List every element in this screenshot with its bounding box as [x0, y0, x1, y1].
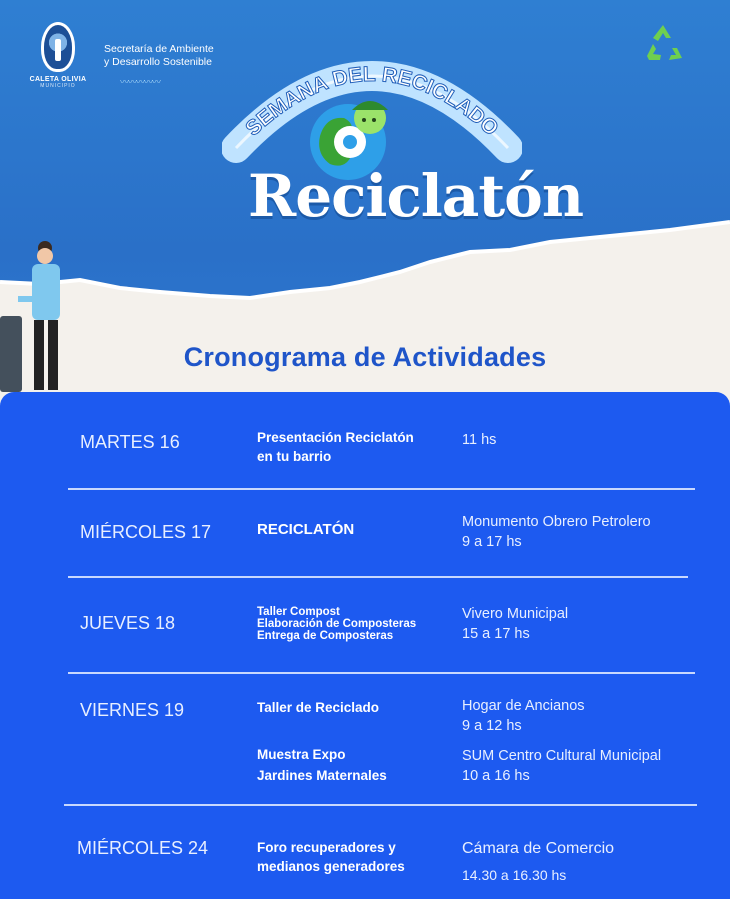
activity-title [257, 428, 414, 466]
activity-line: Jardines Maternales [257, 768, 387, 783]
place-line: 10 a 16 hs [462, 768, 530, 784]
activity-line: Taller Compost [257, 606, 340, 618]
activity-line: Entrega de Composteras [257, 630, 394, 642]
schedule-panel [0, 392, 730, 899]
place-line: 15 a 17 hs [462, 626, 530, 642]
reciclaton-title: Reciclatón [248, 162, 584, 230]
schedule-day: MARTES 16 [80, 432, 180, 452]
place-line: 9 a 12 hs [462, 718, 522, 734]
activity-line: Muestra Expo [257, 747, 346, 762]
activity-title [257, 606, 416, 642]
place-line: Vivero Municipal [462, 606, 569, 622]
municipality-logo [18, 22, 98, 89]
activity-place [462, 604, 568, 644]
shield-icon [41, 22, 75, 72]
activity-title [257, 744, 387, 786]
activity-title [257, 520, 354, 539]
arc-text: SEMANA DEL RECICLADO [241, 62, 503, 141]
activity-place [462, 836, 614, 888]
activity-title [257, 838, 405, 876]
place-line: Monumento Obrero Petrolero [462, 514, 651, 530]
secretaria-line-2: y Desarrollo Sostenible [104, 56, 212, 68]
activity-line: Elaboración de Composteras [257, 618, 417, 630]
divider [68, 672, 695, 674]
schedule-day: VIERNES 19 [80, 700, 185, 720]
activity-place [462, 512, 651, 552]
torn-paper [0, 212, 730, 412]
activity-place [462, 430, 496, 450]
divider [68, 488, 695, 490]
secretaria-label [104, 43, 214, 69]
logo-name: CALETA OLIVIA [29, 76, 87, 83]
schedule-day: MIÉRCOLES 17 [80, 522, 212, 542]
place-line: Hogar de Ancianos [462, 698, 585, 714]
activity-line: en tu barrio [257, 449, 332, 464]
activity-line: Taller de Reciclado [257, 700, 380, 715]
secretaria-line-1: Secretaría de Ambiente [104, 43, 214, 55]
schedule-heading: Cronograma de Actividades [183, 342, 547, 372]
divider [68, 576, 688, 578]
activity-line: Foro recuperadores y [257, 840, 396, 855]
activity-line: RECICLATÓN [257, 521, 355, 538]
recycle-icon [641, 22, 685, 66]
place-line: Cámara de Comercio [462, 840, 615, 857]
activity-place [462, 696, 585, 736]
activity-line: medianos generadores [257, 859, 405, 874]
waves-icon: 〰〰〰〰〰 [120, 77, 161, 87]
logo-sub: MUNICIPIO [40, 83, 76, 89]
divider [64, 804, 697, 806]
schedule-day: MIÉRCOLES 24 [77, 838, 209, 858]
place-line: 11 hs [462, 432, 497, 448]
activity-line: Presentación Reciclatón [257, 430, 414, 445]
schedule-day: JUEVES 18 [80, 613, 176, 633]
place-line: SUM Centro Cultural Municipal [462, 748, 662, 764]
place-line: 14.30 a 16.30 hs [462, 867, 567, 883]
place-line: 9 a 17 hs [462, 534, 522, 550]
activity-title [257, 698, 379, 717]
activity-place [462, 746, 661, 786]
